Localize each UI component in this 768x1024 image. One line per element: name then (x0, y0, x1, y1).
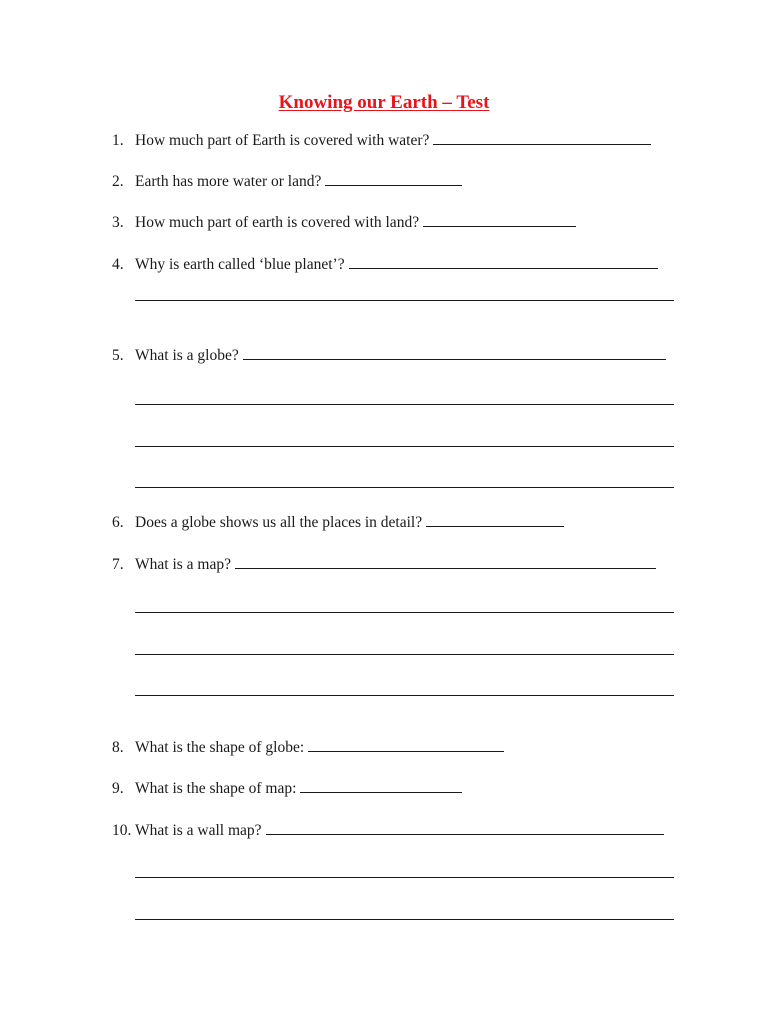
page-title: Knowing our Earth – Test (278, 92, 490, 113)
question-8 (112, 737, 504, 758)
question-1 (112, 130, 651, 151)
answer-line[interactable] (135, 487, 674, 488)
question-number: 10. (112, 822, 132, 839)
question-number: 2. (112, 173, 124, 190)
question-9 (112, 778, 462, 799)
answer-blank[interactable] (243, 345, 666, 360)
question-2 (112, 171, 462, 192)
question-text: How much part of Earth is covered with water? (135, 132, 430, 149)
question-text: What is the shape of map: (135, 780, 297, 797)
answer-line[interactable] (135, 612, 674, 613)
question-number: 5. (112, 347, 124, 364)
answer-blank[interactable] (423, 212, 576, 227)
answer-blank[interactable] (308, 737, 504, 752)
question-4 (112, 254, 658, 275)
question-text: What is a map? (135, 556, 231, 573)
question-text: What is a wall map? (135, 822, 262, 839)
answer-blank[interactable] (235, 554, 656, 569)
answer-line[interactable] (135, 446, 674, 447)
question-text: Earth has more water or land? (135, 173, 322, 190)
question-6 (112, 512, 564, 533)
answer-blank[interactable] (325, 171, 462, 186)
answer-line[interactable] (135, 300, 674, 301)
question-text: Why is earth called ‘blue planet’? (135, 256, 345, 273)
question-number: 4. (112, 256, 124, 273)
question-text: How much part of earth is covered with land? (135, 214, 420, 231)
question-text: What is the shape of globe: (135, 739, 305, 756)
answer-blank[interactable] (300, 778, 462, 793)
question-number: 1. (112, 132, 124, 149)
question-7 (112, 554, 656, 575)
answer-blank[interactable] (349, 254, 658, 269)
answer-line[interactable] (135, 695, 674, 696)
answer-line[interactable] (135, 877, 674, 878)
question-3 (112, 212, 576, 233)
answer-line[interactable] (135, 654, 674, 655)
answer-line[interactable] (135, 919, 674, 920)
answer-blank[interactable] (266, 820, 664, 835)
answer-line[interactable] (135, 404, 674, 405)
question-10 (112, 820, 664, 841)
question-text: What is a globe? (135, 347, 239, 364)
answer-blank[interactable] (426, 512, 564, 527)
question-number: 7. (112, 556, 124, 573)
question-text: Does a globe shows us all the places in detail? (135, 514, 423, 531)
question-number: 8. (112, 739, 124, 756)
question-5 (112, 345, 666, 366)
question-number: 9. (112, 780, 124, 797)
question-number: 3. (112, 214, 124, 231)
answer-blank[interactable] (433, 130, 651, 145)
question-number: 6. (112, 514, 124, 531)
